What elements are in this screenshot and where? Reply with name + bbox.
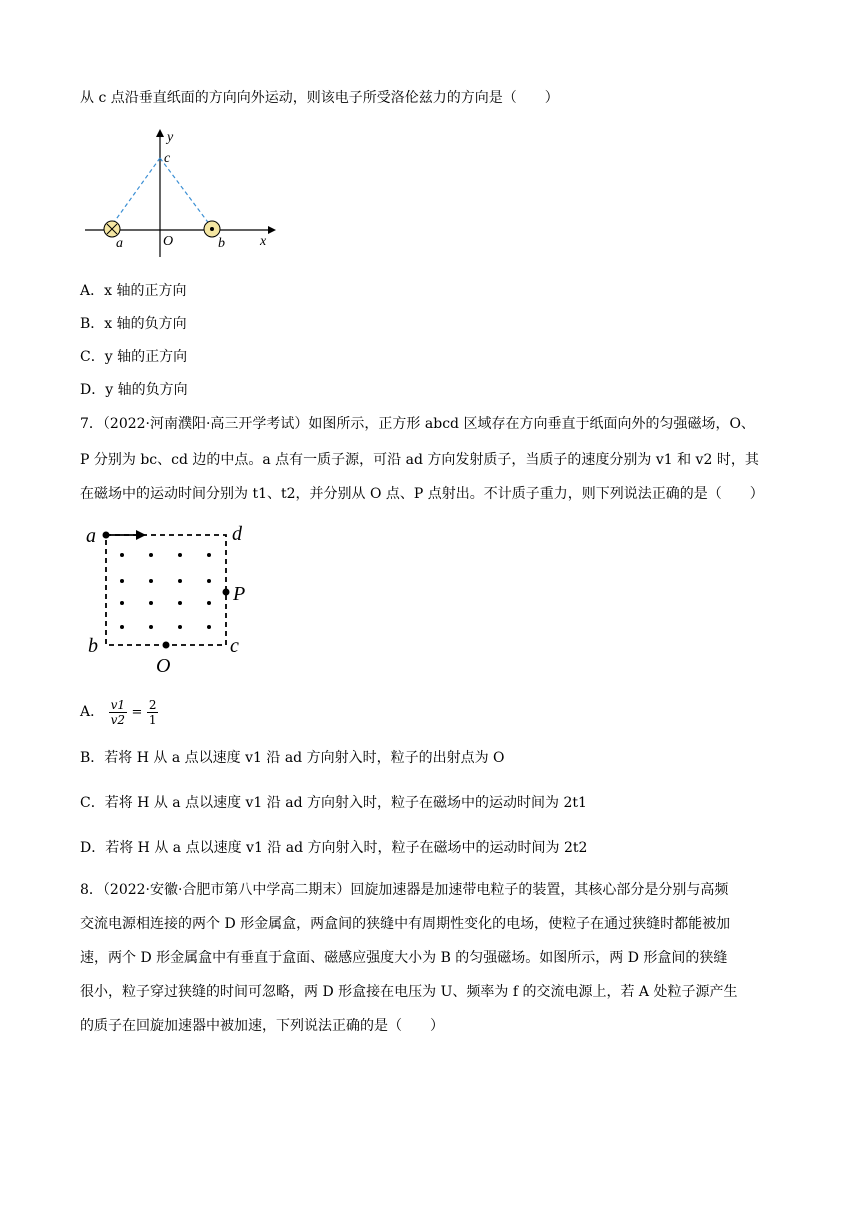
- label-O: O: [163, 234, 174, 249]
- fraction-2-1: $\frac{2}{1}$: [148, 697, 157, 727]
- q6-stem-tail: 从 c 点沿垂直纸面的方向向外运动，则该电子所受洛伦兹力的方向是（ ）: [80, 90, 559, 106]
- label-c: c: [164, 151, 171, 166]
- q6-option-c: C．y 轴的正方向: [80, 349, 188, 365]
- figure-square-field: [80, 520, 260, 680]
- label-b: b: [88, 635, 98, 657]
- label-a: a: [116, 236, 123, 251]
- label-y: y: [167, 130, 174, 145]
- field-dots: [120, 553, 211, 629]
- figure-charges-axes: [80, 125, 280, 265]
- q8-stem-line2: 交流电源相连接的两个 D 形金属盒，两盒间的狭缝中有周期性变化的电场，使粒子在通过狭缝时都能被加: [80, 916, 731, 932]
- q7-stem-line1: 7．（2022·河南濮阳·高三开学考试）如图所示，正方形 abcd 区域存在方向垂直于纸面向外的匀强磁场，O、: [80, 416, 755, 432]
- q8-stem-line4: 很小，粒子穿过狭缝的时间可忽略，两 D 形盒接在电压为 U、频率为 f 的交流电源上，若 A 处粒子源产生: [80, 984, 738, 1000]
- label-d: d: [232, 523, 242, 545]
- label-b: b: [218, 236, 225, 251]
- q7-stem-line3: 在磁场中的运动时间分别为 t1、t2，并分别从 O 点、P 点射出。不计质子重力，则下列说法正确的是（ ）: [80, 486, 764, 502]
- label-a: a: [86, 525, 96, 547]
- label-P: P: [233, 583, 246, 605]
- label-O: O: [156, 655, 171, 677]
- q7-stem-line2: P 分别为 bc、cd 边的中点。a 点有一质子源，可沿 ad 方向发射质子，当质子的速度分别为 v1 和 v2 时，其: [80, 452, 759, 468]
- q6-option-a: A．x 轴的正方向: [80, 283, 187, 299]
- q6-option-d: D．y 轴的负方向: [80, 382, 188, 398]
- fraction-v1-v2: $\frac{v1}{v2}$: [110, 697, 125, 727]
- q7-option-a: A． $\frac{v1}{v2}$ = $\frac{2}{1}$: [80, 697, 157, 727]
- q8-stem-line1: 8．（2022·安徽·合肥市第八中学高二期末）回旋加速器是加速带电粒子的装置，其核心部分是分别与高频: [80, 882, 729, 898]
- label-c: c: [230, 635, 239, 657]
- q7-option-c: C．若将 H 从 a 点以速度 v1 沿 ad 方向射入时，粒子在磁场中的运动时间为 2t1: [80, 795, 587, 811]
- q7-option-d: D．若将 H 从 a 点以速度 v1 沿 ad 方向射入时，粒子在磁场中的运动时间为 2t2: [80, 840, 588, 856]
- q8-stem-line3: 速，两个 D 形金属盒中有垂直于盒面、磁感应强度大小为 B 的匀强磁场。如图所示，两 D 形盒间的狭缝: [80, 950, 728, 966]
- q7-option-b: B．若将 H 从 a 点以速度 v1 沿 ad 方向射入时，粒子的出射点为 O: [80, 750, 505, 766]
- q8-stem-line5: 的质子在回旋加速器中被加速，下列说法正确的是（ ）: [80, 1018, 444, 1034]
- q6-option-b: B．x 轴的负方向: [80, 316, 187, 332]
- label-x: x: [260, 234, 267, 249]
- option-prefix: A．: [80, 704, 105, 720]
